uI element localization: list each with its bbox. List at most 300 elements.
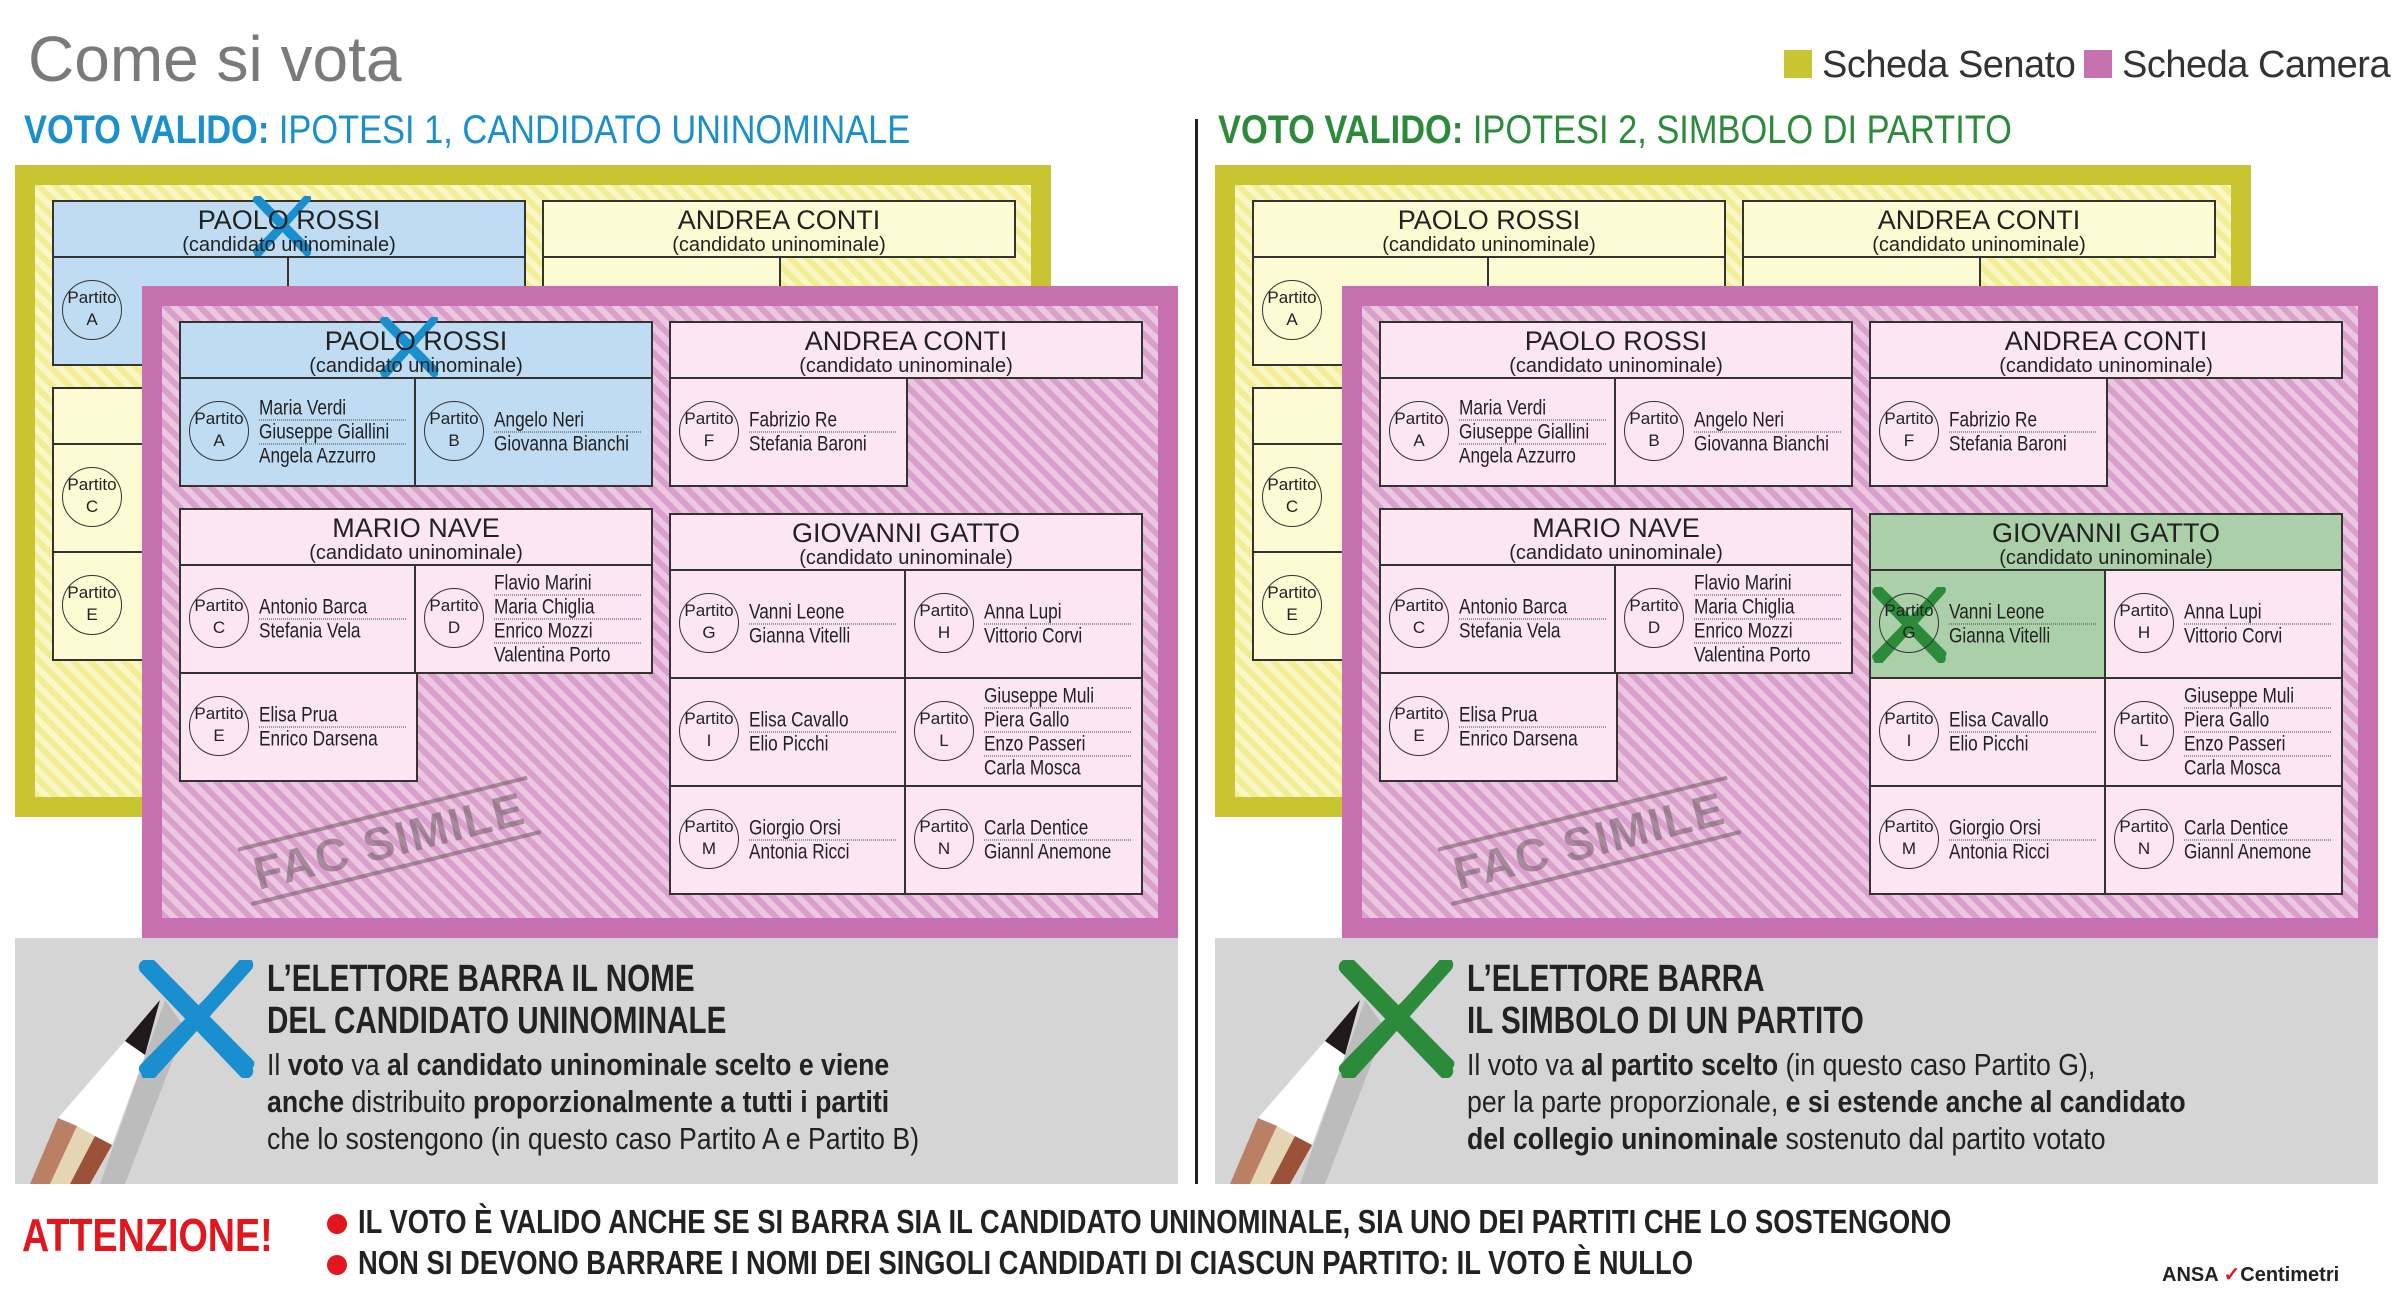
party-symbol xyxy=(1879,401,1939,461)
party-candidate-name xyxy=(259,421,406,445)
party-label: Partito xyxy=(1884,601,1934,620)
body-text xyxy=(267,1120,919,1157)
body-text xyxy=(267,1046,889,1083)
party-label: Partito xyxy=(67,288,117,307)
explanation-title xyxy=(1467,958,1976,1042)
party-candidate-name xyxy=(984,757,1131,780)
party-label: Partito xyxy=(67,583,117,602)
party-candidate-name xyxy=(749,409,896,433)
name-text: Enzo Passeri xyxy=(2184,732,2286,756)
name-text: Valentina Porto xyxy=(494,643,611,667)
party-label: Partito xyxy=(194,704,244,723)
party-symbol xyxy=(1624,588,1684,648)
party-candidate-name xyxy=(984,841,1131,864)
legend-label-senato: Scheda Senato xyxy=(1822,44,2076,86)
candidate-header xyxy=(1379,508,1853,566)
party-letter: B xyxy=(1648,431,1660,450)
party-candidate-list xyxy=(749,601,896,648)
party-letter: I xyxy=(1906,731,1912,750)
candidate-subtitle: (candidato uninominale) xyxy=(799,355,1013,377)
party-symbol xyxy=(679,401,739,461)
title-text: L’ELETTORE BARRA IL NOME xyxy=(267,958,695,1000)
name-text: Enrico Darsena xyxy=(259,727,378,751)
candidate-subtitle: (candidato uninominale) xyxy=(1999,547,2213,569)
name-text: Carla Dentice xyxy=(2184,816,2289,840)
party-letter: N xyxy=(937,839,951,858)
party-candidate-name xyxy=(1949,409,2096,433)
name-text: Giannl Anemone xyxy=(2184,840,2312,864)
party-symbol xyxy=(679,593,739,653)
legend-label-camera: Scheda Camera xyxy=(2122,44,2391,86)
party-label: Partito xyxy=(684,409,734,428)
name-text: Anna Lupi xyxy=(2184,600,2262,624)
text: per la parte proporzionale, xyxy=(1467,1084,1786,1119)
candidate-subtitle: (candidato uninominale) xyxy=(1872,234,2086,256)
name-text: Vanni Leone xyxy=(749,600,845,624)
party-candidate-name xyxy=(1694,596,1841,620)
green-cross-mark-icon xyxy=(1337,960,1455,1078)
name-text: Enrico Mozzi xyxy=(494,619,593,643)
party-candidate-name xyxy=(494,644,641,667)
heading-bold: VOTO VALIDO: xyxy=(1218,108,1464,152)
name-text: Angela Azzurro xyxy=(1459,444,1576,468)
name-text: Maria Chiglia xyxy=(1694,595,1795,619)
party-symbol xyxy=(2114,593,2174,653)
name-text: Piera Gallo xyxy=(984,708,1070,732)
party-symbol xyxy=(914,809,974,869)
party-candidate-list xyxy=(984,685,1131,780)
party-symbol xyxy=(914,593,974,653)
explanation-body xyxy=(1467,1046,2303,1157)
bold-text: al candidato uninominale scelto e viene xyxy=(386,1047,890,1082)
party-letter: M xyxy=(701,839,717,858)
title-line xyxy=(267,1000,856,1042)
title-text: L’ELETTORE BARRA xyxy=(1467,958,1765,1000)
bullet-icon xyxy=(327,1255,347,1275)
party-candidate-list xyxy=(494,572,641,667)
name-text: Elio Picchi xyxy=(749,732,829,756)
party-symbol xyxy=(189,588,249,648)
party-candidate-name xyxy=(1949,625,2096,648)
body-line xyxy=(267,1083,1025,1120)
explanation-box xyxy=(1215,938,2378,1184)
party-label: Partito xyxy=(1394,409,1444,428)
bullet-icon xyxy=(327,1214,347,1234)
party-candidate-name xyxy=(2184,709,2331,733)
party-label: Partito xyxy=(1884,817,1934,836)
title-text: DEL CANDIDATO UNINOMINALE xyxy=(267,1000,727,1042)
name-text: Piera Gallo xyxy=(2184,708,2270,732)
bold-text: voto xyxy=(287,1047,345,1082)
name-text: Gianna Vitelli xyxy=(1949,624,2051,648)
party-label: Partito xyxy=(684,817,734,836)
panel-1-heading xyxy=(24,108,1174,153)
party-candidate-name xyxy=(259,445,406,468)
party-symbol xyxy=(914,701,974,761)
party-letter: I xyxy=(706,731,712,750)
bold-text: e si estende anche al candidato xyxy=(1785,1084,2186,1119)
bold-text: al partito scelto xyxy=(1581,1047,1779,1082)
name-text: Elio Picchi xyxy=(1949,732,2029,756)
name-text: Giuseppe Muli xyxy=(984,684,1095,708)
candidate-subtitle: (candidato uninominale) xyxy=(309,542,523,564)
party-label: Partito xyxy=(2119,601,2169,620)
party-cell xyxy=(179,672,418,782)
name-text: Anna Lupi xyxy=(984,600,1062,624)
candidate-name: PAOLO ROSSI xyxy=(324,326,508,356)
party-cell xyxy=(904,677,1143,787)
name-text: Maria Verdi xyxy=(1459,396,1547,420)
party-candidate-name xyxy=(494,596,641,620)
candidate-header xyxy=(179,321,653,379)
party-candidate-name xyxy=(1459,704,1606,728)
party-candidate-name xyxy=(1949,733,2096,756)
party-candidate-list xyxy=(749,709,896,756)
candidate-subtitle: (candidato uninominale) xyxy=(1382,234,1596,256)
party-label: Partito xyxy=(919,709,969,728)
candidate-header xyxy=(669,513,1143,571)
blue-cross-mark-icon xyxy=(137,960,255,1078)
party-cell xyxy=(1869,569,2108,679)
party-symbol xyxy=(1389,696,1449,756)
party-candidate-name xyxy=(1459,620,1606,643)
name-text: Vittorio Corvi xyxy=(984,624,1083,648)
party-letter: D xyxy=(1647,618,1661,637)
name-text: Antonio Barca xyxy=(259,595,368,619)
party-candidate-name xyxy=(2184,685,2331,709)
party-letter: A xyxy=(1286,310,1298,329)
ballot-camera xyxy=(1342,286,2378,938)
name-text: Giannl Anemone xyxy=(984,840,1112,864)
party-cell xyxy=(2104,785,2343,895)
party-letter: G xyxy=(1902,623,1916,642)
text: sostenuto dal partito votato xyxy=(1778,1121,2106,1156)
party-label: Partito xyxy=(1884,709,1934,728)
candidate-name: MARIO NAVE xyxy=(1532,513,1700,543)
party-letter: G xyxy=(702,623,716,642)
name-text: Angelo Neri xyxy=(494,408,584,432)
party-label: Partito xyxy=(919,601,969,620)
party-cell xyxy=(904,785,1143,895)
party-cell xyxy=(669,677,908,787)
candidate-header xyxy=(1379,321,1853,379)
party-letter: E xyxy=(1413,726,1425,745)
party-cell xyxy=(414,377,653,487)
party-cell xyxy=(669,785,908,895)
panel-2-heading xyxy=(1218,108,2368,153)
party-symbol xyxy=(62,575,122,635)
text: che lo sostengono (in questo caso Partito A e Partito B) xyxy=(267,1121,920,1156)
candidate-name: GIOVANNI GATTO xyxy=(791,518,1021,548)
party-cell xyxy=(1379,564,1618,674)
candidate-name: ANDREA CONTI xyxy=(804,326,1008,356)
candidate-name: PAOLO ROSSI xyxy=(197,205,381,235)
candidate-header xyxy=(52,200,526,258)
party-candidate-name xyxy=(1949,817,2096,841)
party-candidate-name xyxy=(749,601,896,625)
party-symbol xyxy=(2114,809,2174,869)
party-candidate-list xyxy=(259,704,406,751)
party-candidate-name xyxy=(984,733,1131,757)
name-text: Elisa Prua xyxy=(1459,703,1538,727)
name-text: Vittorio Corvi xyxy=(2184,624,2283,648)
party-cell xyxy=(1869,677,2108,787)
candidate-subtitle: (candidato uninominale) xyxy=(1509,355,1723,377)
panel-divider xyxy=(1195,119,1198,1184)
party-label: Partito xyxy=(429,409,479,428)
party-candidate-name xyxy=(2184,625,2331,648)
party-symbol xyxy=(1879,701,1939,761)
name-text: Carla Mosca xyxy=(2184,756,2281,780)
body-text xyxy=(1467,1046,2095,1083)
name-text: Elisa Cavallo xyxy=(749,708,849,732)
party-label: Partito xyxy=(2119,709,2169,728)
party-label: Partito xyxy=(684,601,734,620)
party-letter: A xyxy=(86,310,98,329)
title-line xyxy=(1467,1000,1976,1042)
fac-simile-stamp: FAC SIMILE xyxy=(237,776,541,906)
name-text: Giuseppe Giallini xyxy=(259,420,390,444)
party-symbol xyxy=(679,701,739,761)
party-cell xyxy=(2104,569,2343,679)
party-candidate-list xyxy=(1459,704,1606,751)
party-candidate-name xyxy=(494,433,641,456)
party-candidate-name xyxy=(749,433,896,456)
candidate-header xyxy=(179,508,653,566)
party-symbol xyxy=(1389,401,1449,461)
party-symbol xyxy=(62,280,122,340)
party-symbol xyxy=(1389,588,1449,648)
candidate-subtitle: (candidato uninominale) xyxy=(182,234,396,256)
name-text: Giorgio Orsi xyxy=(749,816,841,840)
name-text: Antonia Ricci xyxy=(749,840,850,864)
name-text: Valentina Porto xyxy=(1694,643,1811,667)
body-line xyxy=(1467,1083,2303,1120)
party-candidate-list xyxy=(2184,817,2331,864)
party-cell xyxy=(1614,377,1853,487)
candidate-name: ANDREA CONTI xyxy=(677,205,881,235)
party-candidate-name xyxy=(1459,445,1606,468)
title-text: IL SIMBOLO DI UN PARTITO xyxy=(1467,1000,1864,1042)
party-candidate-name xyxy=(259,704,406,728)
name-text: Antonio Barca xyxy=(1459,595,1568,619)
party-candidate-name xyxy=(2184,733,2331,757)
party-cell xyxy=(1379,672,1618,782)
party-letter: C xyxy=(85,497,99,516)
party-candidate-name xyxy=(984,625,1131,648)
party-letter: F xyxy=(1903,431,1915,450)
party-candidate-name xyxy=(2184,817,2331,841)
name-text: Maria Verdi xyxy=(259,396,347,420)
party-letter: H xyxy=(2137,623,2151,642)
party-cell xyxy=(1379,377,1618,487)
party-letter: C xyxy=(1285,497,1299,516)
heading-rest: IPOTESI 2, SIMBOLO DI PARTITO xyxy=(1463,108,2012,152)
fac-simile-stamp: FAC SIMILE xyxy=(1437,776,1741,906)
party-symbol xyxy=(2114,701,2174,761)
party-symbol xyxy=(1624,401,1684,461)
party-label: Partito xyxy=(1267,475,1317,494)
name-text: Stefania Vela xyxy=(259,619,361,643)
name-text: Giorgio Orsi xyxy=(1949,816,2041,840)
page-title: Come si vota xyxy=(28,23,402,95)
party-letter: E xyxy=(86,605,98,624)
candidate-header xyxy=(1869,321,2343,379)
party-label: Partito xyxy=(194,596,244,615)
name-text: Elisa Prua xyxy=(259,703,338,727)
candidate-header xyxy=(542,200,1016,258)
party-candidate-list xyxy=(1694,409,1841,456)
party-candidate-name xyxy=(259,728,406,751)
name-text: Carla Dentice xyxy=(984,816,1089,840)
candidate-subtitle: (candidato uninominale) xyxy=(799,547,1013,569)
party-letter: A xyxy=(213,431,225,450)
party-cell xyxy=(179,564,418,674)
party-label: Partito xyxy=(194,409,244,428)
candidate-name: GIOVANNI GATTO xyxy=(1991,518,2221,548)
party-candidate-name xyxy=(749,625,896,648)
party-candidate-list xyxy=(2184,601,2331,648)
party-candidate-name xyxy=(749,817,896,841)
party-letter: A xyxy=(1413,431,1425,450)
party-candidate-list xyxy=(1949,709,2096,756)
bold-text: del collegio uninominale xyxy=(1467,1121,1779,1156)
party-candidate-list xyxy=(1949,817,2096,864)
party-cell xyxy=(669,377,908,487)
candidate-subtitle: (candidato uninominale) xyxy=(1509,542,1723,564)
party-cell xyxy=(1869,785,2108,895)
party-candidate-name xyxy=(1459,596,1606,620)
text: (in questo caso Partito G), xyxy=(1778,1047,2096,1082)
party-candidate-name xyxy=(494,409,641,433)
party-candidate-name xyxy=(494,572,641,596)
party-candidate-name xyxy=(1694,433,1841,456)
party-symbol xyxy=(424,401,484,461)
title-line xyxy=(267,958,856,1000)
ballot-camera xyxy=(142,286,1178,938)
party-label: Partito xyxy=(1629,596,1679,615)
party-symbol xyxy=(1262,467,1322,527)
party-letter: H xyxy=(937,623,951,642)
name-text: Enrico Mozzi xyxy=(1694,619,1793,643)
party-label: Partito xyxy=(1629,409,1679,428)
name-text: Enrico Darsena xyxy=(1459,727,1578,751)
name-text: Flavio Marini xyxy=(494,571,592,595)
party-cell xyxy=(2104,677,2343,787)
party-symbol xyxy=(424,588,484,648)
candidate-name: ANDREA CONTI xyxy=(1877,205,2081,235)
body-line xyxy=(267,1120,1025,1157)
party-candidate-name xyxy=(984,709,1131,733)
candidate-header xyxy=(1742,200,2216,258)
party-cell xyxy=(414,564,653,674)
party-candidate-name xyxy=(1459,421,1606,445)
party-candidate-list xyxy=(1459,596,1606,643)
party-letter: F xyxy=(703,431,715,450)
text: distribuito xyxy=(344,1084,473,1119)
title-line xyxy=(1467,958,1976,1000)
party-candidate-name xyxy=(1459,728,1606,751)
party-symbol xyxy=(189,401,249,461)
candidate-name: PAOLO ROSSI xyxy=(1397,205,1581,235)
party-candidate-name xyxy=(259,397,406,421)
party-letter: L xyxy=(939,731,949,750)
party-cell xyxy=(669,569,908,679)
party-candidate-name xyxy=(984,685,1131,709)
name-text: Fabrizio Re xyxy=(749,408,838,432)
party-candidate-name xyxy=(749,733,896,756)
heading-bold: VOTO VALIDO: xyxy=(24,108,270,152)
name-text: Angela Azzurro xyxy=(259,444,376,468)
text: Il xyxy=(267,1047,288,1082)
party-candidate-name xyxy=(749,709,896,733)
party-letter: C xyxy=(1412,618,1426,637)
party-candidate-name xyxy=(984,601,1131,625)
party-candidate-list xyxy=(1694,572,1841,667)
party-symbol xyxy=(1879,809,1939,869)
party-candidate-list xyxy=(1949,601,2096,648)
candidate-header xyxy=(669,321,1143,379)
party-symbol xyxy=(679,809,739,869)
party-candidate-name xyxy=(1949,601,2096,625)
explanation-box xyxy=(15,938,1178,1184)
party-symbol xyxy=(1262,280,1322,340)
name-text: Gianna Vitelli xyxy=(749,624,851,648)
party-candidate-list xyxy=(1459,397,1606,468)
name-text: Giovanna Bianchi xyxy=(494,432,629,456)
party-candidate-name xyxy=(1694,572,1841,596)
party-label: Partito xyxy=(1394,704,1444,723)
party-candidate-name xyxy=(1459,397,1606,421)
name-text: Enzo Passeri xyxy=(984,732,1086,756)
party-cell xyxy=(1614,564,1853,674)
party-label: Partito xyxy=(1267,288,1317,307)
party-label: Partito xyxy=(1267,583,1317,602)
body-text xyxy=(267,1083,889,1120)
warning-label: ATTENZIONE! xyxy=(22,1209,273,1261)
warning-item-1: IL VOTO È VALIDO ANCHE SE SI BARRA SIA IL CANDIDATO UNINOMINALE, SIA UNO DEI PARTITI CHE LO SOSTENGONO xyxy=(358,1203,1952,1240)
party-candidate-list xyxy=(984,601,1131,648)
party-candidate-list xyxy=(259,596,406,643)
ansa-centimetri-logo: ANSA ✓Centimetri xyxy=(2162,1264,2340,1286)
party-letter: E xyxy=(213,726,225,745)
party-candidate-name xyxy=(1949,433,2096,456)
party-label: Partito xyxy=(2119,817,2169,836)
explanation-body xyxy=(267,1046,1025,1157)
bold-text: proporzionalmente a tutti i partiti xyxy=(472,1084,890,1119)
party-cell xyxy=(904,569,1143,679)
candidate-name: ANDREA CONTI xyxy=(2004,326,2208,356)
party-symbol xyxy=(1879,593,1939,653)
name-text: Giuseppe Giallini xyxy=(1459,420,1590,444)
party-candidate-name xyxy=(1694,409,1841,433)
party-cell xyxy=(1869,377,2108,487)
party-label: Partito xyxy=(1884,409,1934,428)
party-letter: E xyxy=(1286,605,1298,624)
body-line xyxy=(267,1046,1025,1083)
party-label: Partito xyxy=(1394,596,1444,615)
party-candidate-list xyxy=(259,397,406,468)
name-text: Maria Chiglia xyxy=(494,595,595,619)
candidate-subtitle: (candidato uninominale) xyxy=(309,355,523,377)
party-candidate-name xyxy=(2184,601,2331,625)
party-candidate-name xyxy=(259,596,406,620)
name-text: Giovanna Bianchi xyxy=(1694,432,1829,456)
candidate-name: PAOLO ROSSI xyxy=(1524,326,1708,356)
name-text: Antonia Ricci xyxy=(1949,840,2050,864)
name-text: Stefania Baroni xyxy=(1949,432,2067,456)
candidate-header xyxy=(1252,200,1726,258)
